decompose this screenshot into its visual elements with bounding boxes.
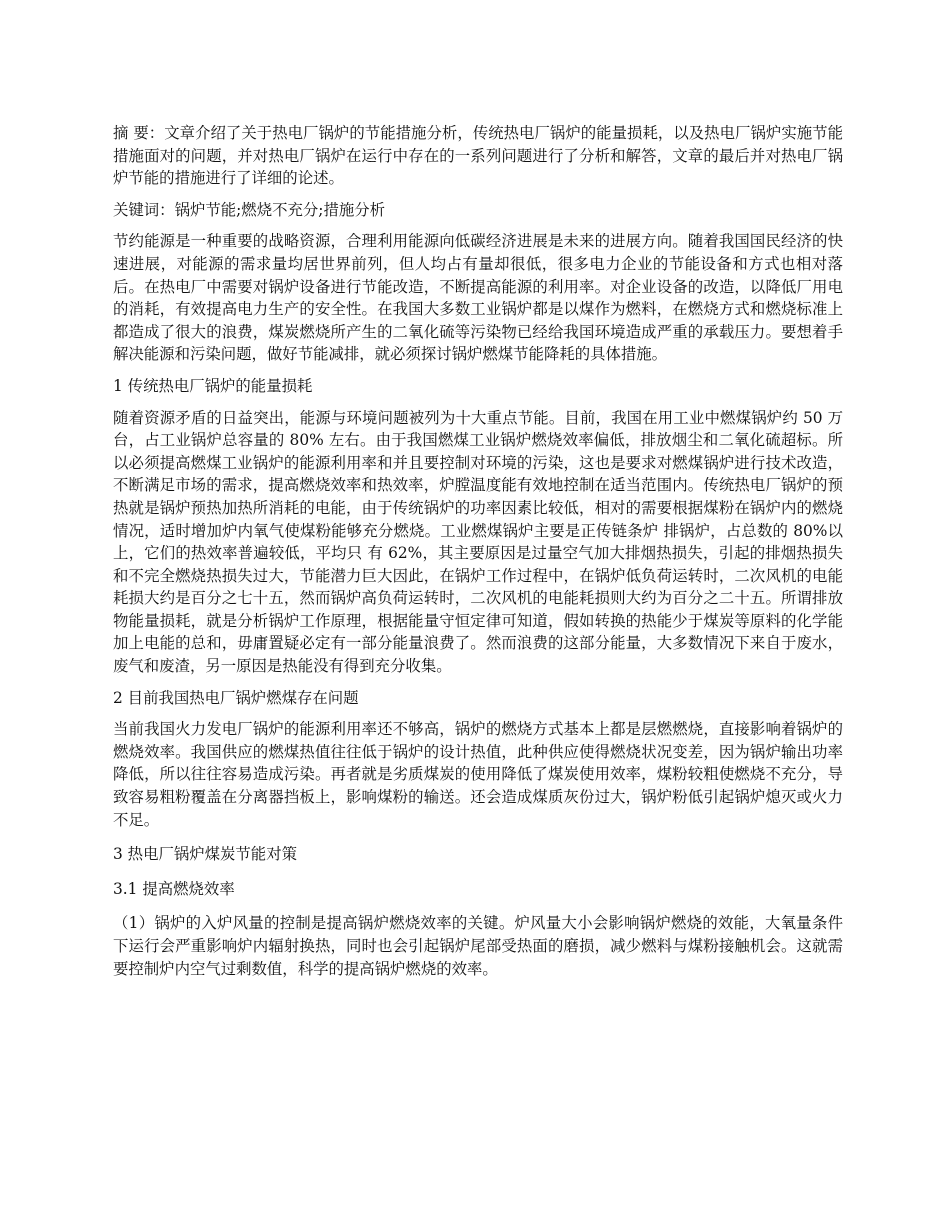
intro-paragraph: 节约能源是一种重要的战略资源，合理利用能源向低碳经济进展是未来的进展方向。随着我国国民经济的快速进展，对能源的需求量均居世界前列，但人均占有量却很低，很多电力企业的节能设备和方式也相对落后。在热电厂中需要对锅炉设备进行节能改造，不断提高能源的利用率。对企业设备的改造，以降低厂用电的消耗，有效提高电力生产的安全性。在我国大多数工业锅炉都是以煤作为燃料，在燃烧方式和燃烧标准上都造成了很大的浪费，煤炭燃烧所产生的二氧化硫等污染物已经给我国环境造成严重的承载压力。要想着手解决能源和污染问题，做好节能减排，就必须探讨锅炉燃煤节能降耗的具体措施。 (113, 232, 843, 364)
section-3-1-heading: 3.1 提高燃烧效率 (113, 879, 235, 898)
abstract-paragraph: 摘 要：文章介绍了关于热电厂锅炉的节能措施分析，传统热电厂锅炉的能量损耗，以及热电厂锅炉实施节能措施面对的问题，并对热电厂锅炉在运行中存在的一系列问题进行了分析和解答，文章的最后并对热电厂锅炉节能的措施进行了详细的论述。 (113, 124, 843, 188)
document-body (113, 122, 843, 992)
section-3-heading: 3 热电厂锅炉煤炭节能对策 (113, 845, 297, 864)
keywords-line: 关键词：锅炉节能;燃烧不充分;措施分析 (113, 200, 386, 219)
section-1-paragraph: 随着资源矛盾的日益突出，能源与环境问题被列为十大重点节能。目前，我国在用工业中燃煤锅炉约 50 万台，占工业锅炉总容量的 80% 左右。由于我国燃煤工业锅炉燃烧效率偏低，排放烟尘和二氧化硫超标。所以必须提高燃煤工业锅炉的能源利用率和并且要控制对环境的污染，这也是要求对燃煤锅炉进行技术改造，不断满足市场的需求，提高燃烧效率和热效率，炉膛温度能有效地控制在适当范围内。传统热电厂锅炉的预热就是锅炉预热加热所消耗的电能，由于传统锅炉的功率因素比较低，相对的需要根据煤粉在锅炉内的燃烧情况，适时增加炉内氧气使煤粉能够充分燃烧。工业燃煤锅炉主要是正传链条炉 排锅炉，占总数的 80%以上，它们的热效率普遍较低，平均只 有 62%，其主要原因是过量空气加大排烟热损失，引起的排烟热损失和不完全燃烧热损失过大，节能潜力巨大因此，在锅炉工作过程中，在锅炉低负荷运转时，二次风机的电能耗损大约是百分之七十五，然而锅炉高负荷运转时，二次风机的电能耗损则大约为百分之二十五。所谓排放物能量损耗，就是分析锅炉工作原理，根据能量守恒定律可知道，假如转换的热能少于煤炭等原料的化学能加上电能的总和，毋庸置疑必定有一部分能量浪费了。然而浪费的这部分能量，大多数情况下来自于废水，废气和废渣，另一原因是热能没有得到充分收集。 (113, 408, 843, 676)
section-3-1-paragraph: （1）锅炉的入炉风量的控制是提高锅炉燃烧效率的关键。炉风量大小会影响锅炉燃烧的效能，大氧量条件下运行会严重影响炉内辐射换热，同时也会引起锅炉尾部受热面的磨损，减少燃料与煤粉接触机会。这就需要控制炉内空气过剩数值，科学的提高锅炉燃烧的效率。 (113, 914, 843, 978)
section-2-paragraph: 当前我国火力发电厂锅炉的能源利用率还不够高，锅炉的燃烧方式基本上都是层燃燃烧，直接影响着锅炉的燃烧效率。我国供应的燃煤热值往往低于锅炉的设计热值，此种供应使得燃烧状况变差，因为锅炉输出功率降低，所以往往容易造成污染。再者就是劣质煤炭的使用降低了煤炭使用效率，煤粉较粗使燃烧不充分，导致容易粗粉覆盖在分离器挡板上，影响煤粉的输送。还会造成煤质灰份过大，锅炉粉低引起锅炉熄灭或火力不足。 (113, 720, 843, 829)
section-1-heading: 1 传统热电厂锅炉的能量损耗 (113, 376, 313, 395)
section-2-heading: 2 目前我国热电厂锅炉燃煤存在问题 (113, 688, 359, 707)
